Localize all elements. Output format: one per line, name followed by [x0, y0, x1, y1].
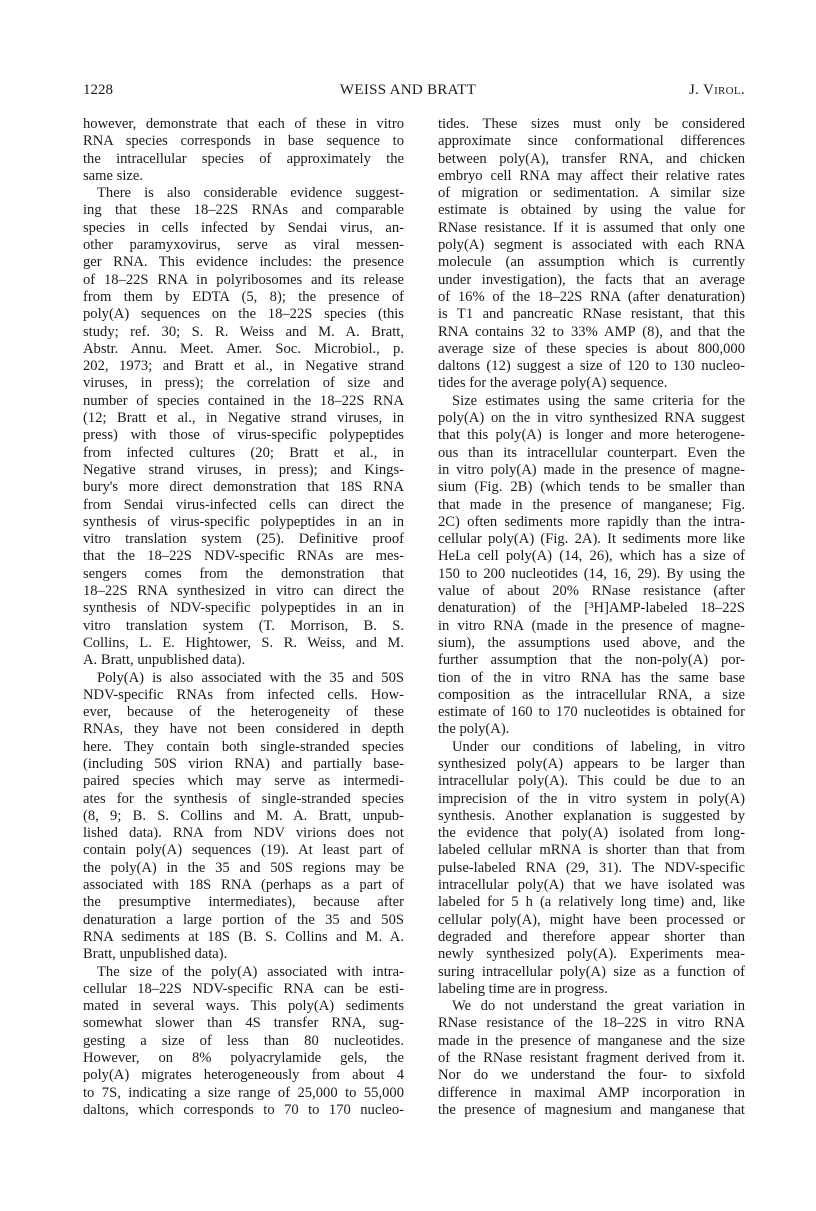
text-line: study; ref. 30; S. R. Weiss and M. A. Bratt,	[83, 323, 404, 340]
text-line: poly(A) segment is associated with each RNA	[438, 237, 745, 254]
text-line: pulse-labeled RNA (29, 31). The NDV-specific	[438, 859, 745, 876]
text-line: estimate is obtained by using the value for	[438, 202, 745, 219]
text-line: Abstr. Annu. Meet. Amer. Soc. Microbiol., p.	[83, 340, 404, 357]
text-line: Size estimates using the same criteria for the	[452, 392, 745, 409]
text-line: of migration or sedimentation. A similar size	[438, 185, 745, 202]
text-line: the evidence that poly(A) isolated from long-	[438, 825, 745, 842]
text-line: tides for the average poly(A) sequence.	[438, 375, 668, 392]
text-line: composition as the intracellular RNA, a size	[438, 686, 745, 703]
text-line: that this poly(A) is longer and more heterogene-	[438, 427, 745, 444]
text-column-right	[438, 116, 745, 1119]
text-line: ever, because of the heterogeneity of these	[83, 704, 404, 721]
text-line: Negative strand viruses, in press); and Kings-	[83, 461, 404, 478]
paragraph	[438, 393, 745, 739]
text-line: ger RNA. This evidence includes: the presence	[83, 254, 404, 271]
text-line: sium), the assumptions used above, and the	[438, 634, 745, 651]
text-line: the presumptive intermediates), because after	[83, 894, 404, 911]
text-line: press) with those of virus-specific polypeptides	[83, 427, 404, 444]
text-line: denaturation) of the [³H]AMP-labeled 18–22S	[438, 600, 745, 617]
text-line: sium (Fig. 2B) (which tends to be smaller than	[438, 479, 745, 496]
text-line: same size.	[83, 167, 143, 184]
text-line: poly(A) sequences on the 18–22S species (this	[83, 306, 404, 323]
text-line: A. Bratt, unpublished data).	[83, 652, 246, 669]
text-line: poly(A) on the in vitro synthesized RNA suggest	[438, 410, 745, 427]
text-column-left	[83, 116, 404, 1119]
text-line: labeling time are in progress.	[438, 980, 608, 997]
text-line: Under our conditions of labeling, in vitro	[452, 738, 745, 755]
text-line: difference in maximal AMP incorporation in	[438, 1084, 745, 1101]
text-line: of 16% of the 18–22S RNA (after denaturation)	[438, 288, 745, 305]
text-line: synthesized poly(A) appears to be larger than	[438, 755, 745, 772]
text-line: However, on 8% polyacrylamide gels, the	[83, 1050, 404, 1067]
text-line: ates for the synthesis of single-stranded species	[83, 790, 404, 807]
text-line: intracellular poly(A). This could be due to an	[438, 773, 745, 790]
text-line: labeled for 5 h (a relatively long time) and, like	[438, 894, 745, 911]
text-line: Poly(A) is also associated with the 35 and 50S	[97, 669, 404, 686]
text-line: that made in the presence of manganese; Fig.	[438, 496, 745, 513]
text-line: the poly(A) in the 35 and 50S regions may be	[83, 859, 404, 876]
text-line: synthesis of virus-specific polypeptides in an in	[83, 513, 404, 530]
text-line: from Sendai virus-infected cells can direct the	[83, 496, 404, 513]
text-line: somewhat slower than 4S transfer RNA, sug-	[83, 1015, 404, 1032]
text-line: cellular poly(A) (Fig. 2A). It sediments more like	[438, 531, 745, 548]
page-number: 1228	[83, 82, 113, 98]
text-line: however, demonstrate that each of these in vitro	[83, 116, 404, 132]
text-line: HeLa cell poly(A) (14, 26), which has a size of	[438, 548, 745, 565]
running-head: WEISS AND BRATT	[339, 82, 477, 98]
text-line: daltons (12) suggest a size of 120 to 130 nucleo-	[438, 358, 745, 375]
text-line: here. They contain both single-stranded species	[83, 738, 404, 755]
text-line: from infected cultures (20; Bratt et al., in	[83, 444, 404, 461]
text-line: number of species contained in the 18–22S RNA	[83, 392, 404, 409]
text-line: synthesis of NDV-specific polypeptides in an in	[83, 600, 404, 617]
paragraph	[438, 998, 745, 1119]
text-line: of the RNase resistant fragment derived from it.	[438, 1050, 745, 1067]
text-line: intracellular poly(A) that we have isolated was	[438, 877, 745, 894]
text-line: the intracellular species of approximately the	[83, 150, 404, 167]
text-line: ous than its intracellular counterpart. Even the	[438, 444, 745, 461]
text-line: made in the presence of manganese and the size	[438, 1032, 745, 1049]
text-line: suring intracellular poly(A) size as a function of	[438, 963, 745, 980]
text-line: molecule (an assumption which is currently	[438, 254, 745, 271]
text-line: embryo cell RNA may affect their relative rates	[438, 167, 745, 184]
text-line: lished data). RNA from NDV virions does not	[83, 825, 404, 842]
text-line: further assumption that the non-poly(A) por-	[438, 652, 745, 669]
text-line: vitro translation system (T. Morrison, B. S.	[83, 617, 404, 634]
text-line: the poly(A).	[438, 721, 510, 738]
text-line: (8, 9; B. S. Collins and M. A. Bratt, unpub-	[83, 807, 404, 824]
text-line: synthesis. Another explanation is suggested by	[438, 807, 745, 824]
text-line: Nor do we understand the four- to sixfold	[438, 1067, 745, 1084]
text-line: other paramyxovirus, serve as viral messen-	[83, 237, 404, 254]
text-line: vitro translation system (25). Definitive proof	[83, 531, 404, 548]
text-line: degraded and therefore appear shorter than	[438, 928, 745, 945]
text-line: ing that these 18–22S RNAs and comparable	[83, 202, 404, 219]
journal-name: J. Virol.	[688, 82, 745, 98]
paragraph	[438, 116, 745, 393]
text-line: in vitro RNA (made in the presence of magne-	[438, 617, 745, 634]
text-line: of 18–22S RNA in polyribosomes and its release	[83, 271, 404, 288]
paragraph	[438, 739, 745, 998]
text-line: newly synthesized poly(A). Experiments mea-	[438, 946, 745, 963]
text-line: 18–22S RNA synthesized in vitro can direct the	[83, 583, 404, 600]
text-line: Collins, L. E. Hightower, S. R. Weiss, and M.	[83, 634, 404, 651]
text-line: sengers comes from the demonstration that	[83, 565, 404, 582]
text-line: We do not understand the great variation in	[452, 998, 745, 1015]
text-line: cellular poly(A), might have been processed or	[438, 911, 745, 928]
text-line: RNase resistance of the 18–22S in vitro RNA	[438, 1015, 745, 1032]
paragraph	[83, 670, 404, 964]
text-line: tion of the in vitro RNA has the same base	[438, 669, 745, 686]
text-line: estimate of 160 to 170 nucleotides is obtained for	[438, 704, 745, 721]
text-line: that the 18–22S NDV-specific RNAs are mes-	[83, 548, 404, 565]
text-line: denaturation a large portion of the 35 and 50S	[83, 911, 404, 928]
text-line: RNA species corresponds in base sequence to	[83, 133, 404, 150]
text-line: Bratt, unpublished data).	[83, 946, 228, 963]
paragraph	[83, 185, 404, 669]
text-line: between poly(A), transfer RNA, and chicken	[438, 150, 745, 167]
text-line: RNAs, they have not been considered in depth	[83, 721, 404, 738]
text-line: associated with 18S RNA (perhaps as a part of	[83, 877, 404, 894]
paragraph	[83, 964, 404, 1120]
text-line: (12; Bratt et al., in Negative strand viruses, in	[83, 410, 404, 427]
text-line: under investigation), the facts that an average	[438, 271, 745, 288]
text-line: tides. These sizes must only be considered	[438, 116, 745, 132]
text-line: to 7S, indicating a size range of 25,000 to 55,000	[83, 1084, 404, 1101]
text-line: value of about 20% RNase resistance (after	[438, 583, 745, 600]
text-line: imprecision of the in vitro system in poly(A)	[438, 790, 745, 807]
text-line: There is also considerable evidence suggest-	[97, 185, 404, 202]
text-line: RNA contains 32 to 33% AMP (8), and that the	[438, 323, 745, 340]
text-line: labeled cellular mRNA is shorter than that from	[438, 842, 745, 859]
text-line: in vitro poly(A) made in the presence of magne-	[438, 461, 745, 478]
text-line: viruses, in press); the correlation of size and	[83, 375, 404, 392]
text-line: gesting a size of less than 80 nucleotides.	[83, 1032, 404, 1049]
text-line: 2C) often sediments more rapidly than the intra-	[438, 513, 745, 530]
text-line: is T1 and pancreatic RNase resistant, that this	[438, 306, 745, 323]
text-line: (including 50S virion RNA) and partially base-	[83, 755, 404, 772]
paragraph	[83, 116, 404, 185]
text-line: average size of these species is about 800,000	[438, 340, 745, 357]
text-line: The size of the poly(A) associated with intra-	[97, 963, 404, 980]
text-line: RNase resistance. If it is assumed that only one	[438, 219, 745, 236]
text-line: poly(A) migrates heterogeneously from about 4	[83, 1067, 404, 1084]
text-line: mated in several ways. This poly(A) sediments	[83, 998, 404, 1015]
text-line: paired species which may serve as intermedi-	[83, 773, 404, 790]
text-line: from them by EDTA (5, 8); the presence of	[83, 288, 404, 305]
text-line: species in cells infected by Sendai virus, an-	[83, 219, 404, 236]
text-line: daltons, which corresponds to 70 to 170 nucleo-	[83, 1101, 404, 1118]
text-line: the presence of magnesium and manganese that	[438, 1101, 745, 1118]
text-line: contain poly(A) sequences (19). At least part of	[83, 842, 404, 859]
text-line: approximate since conformational differences	[438, 133, 745, 150]
text-line: 150 to 200 nucleotides (14, 16, 29). By using the	[438, 565, 745, 582]
text-line: cellular 18–22S NDV-specific RNA can be esti-	[83, 980, 404, 997]
text-line: RNA sediments at 18S (B. S. Collins and M. A.	[83, 928, 404, 945]
text-line: bury's more direct demonstration that 18S RNA	[83, 479, 404, 496]
text-line: NDV-specific RNAs from infected cells. How-	[83, 686, 404, 703]
text-line: 202, 1973; and Bratt et al., in Negative strand	[83, 358, 404, 375]
